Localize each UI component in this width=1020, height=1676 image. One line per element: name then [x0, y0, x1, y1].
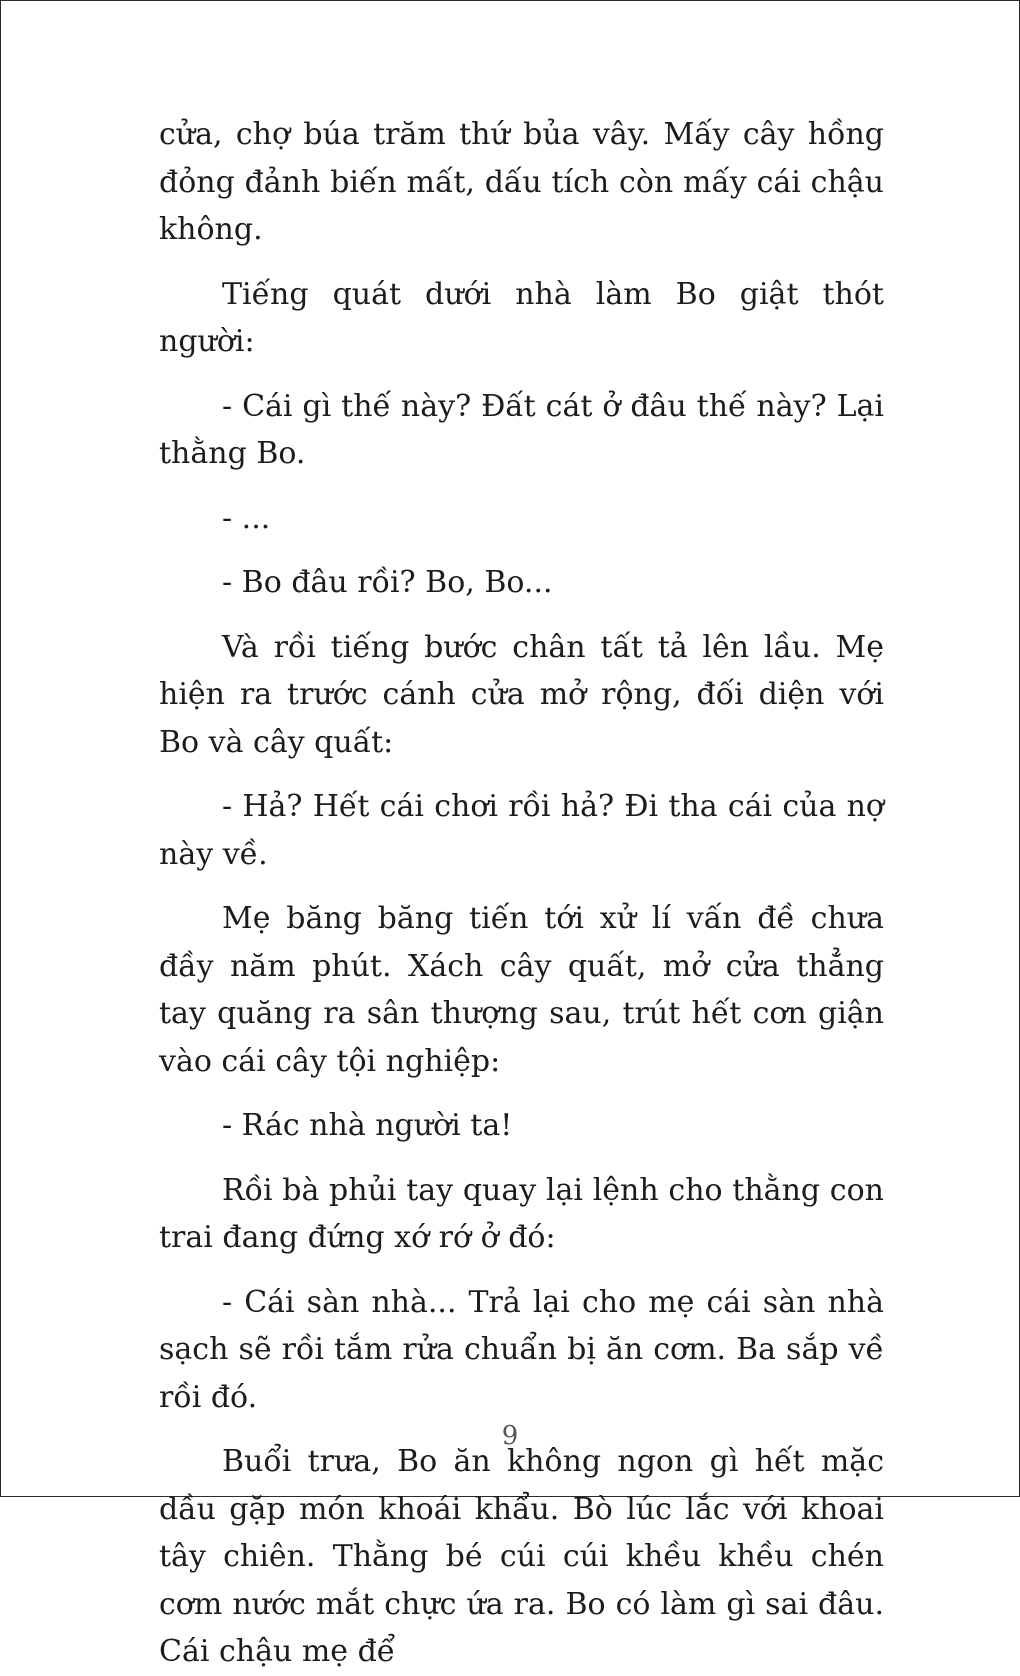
paragraph: - Hả? Hết cái chơi rồi hả? Đi tha cái của nợ này về.: [159, 789, 884, 872]
paragraph: - Cái sàn nhà... Trả lại cho mẹ cái sàn nhà sạch sẽ rồi tắm rửa chuẩn bị ăn cơm. Ba sắp về rồi đó.: [159, 1284, 884, 1415]
paragraph: Mẹ băng băng tiến tới xử lí vấn đề chưa đầy năm phút. Xách cây quất, mở cửa thẳng tay quăng ra sân thượng sau, trút hết cơn giận vào cái cây tội nghiệp:: [159, 901, 884, 1079]
paragraph: - Rác nhà người ta!: [222, 1108, 513, 1143]
paragraph: Và rồi tiếng bước chân tất tả lên lầu. Mẹ hiện ra trước cánh cửa mở rộng, đối diện với Bo và cây quất:: [159, 629, 884, 760]
paragraph: cửa, chợ búa trăm thứ bủa vây. Mấy cây hồng đỏng đảnh biến mất, dấu tích còn mấy cái chậu không.: [159, 117, 884, 247]
page-number: 9: [501, 1421, 519, 1451]
paragraph: Rồi bà phủi tay quay lại lệnh cho thằng con trai đang đứng xớ rớ ở đó:: [159, 1172, 884, 1255]
paragraph: Tiếng quát dưới nhà làm Bo giật thót người:: [159, 276, 884, 359]
paragraph: Buổi trưa, Bo ăn không ngon gì hết mặc dầu gặp món khoái khẩu. Bò lúc lắc với khoai tây chiên. Thằng bé cúi cúi khều khều chén cơm nước mắt chực ứa ra. Bo có làm gì sai đâu. Cái chậu mẹ để: [159, 1444, 884, 1669]
paragraph: - ...: [222, 500, 271, 536]
paragraph: - Cái gì thế này? Đất cát ở đâu thế này? Lại thằng Bo.: [159, 388, 884, 471]
paragraph: - Bo đâu rồi? Bo, Bo...: [222, 565, 553, 600]
